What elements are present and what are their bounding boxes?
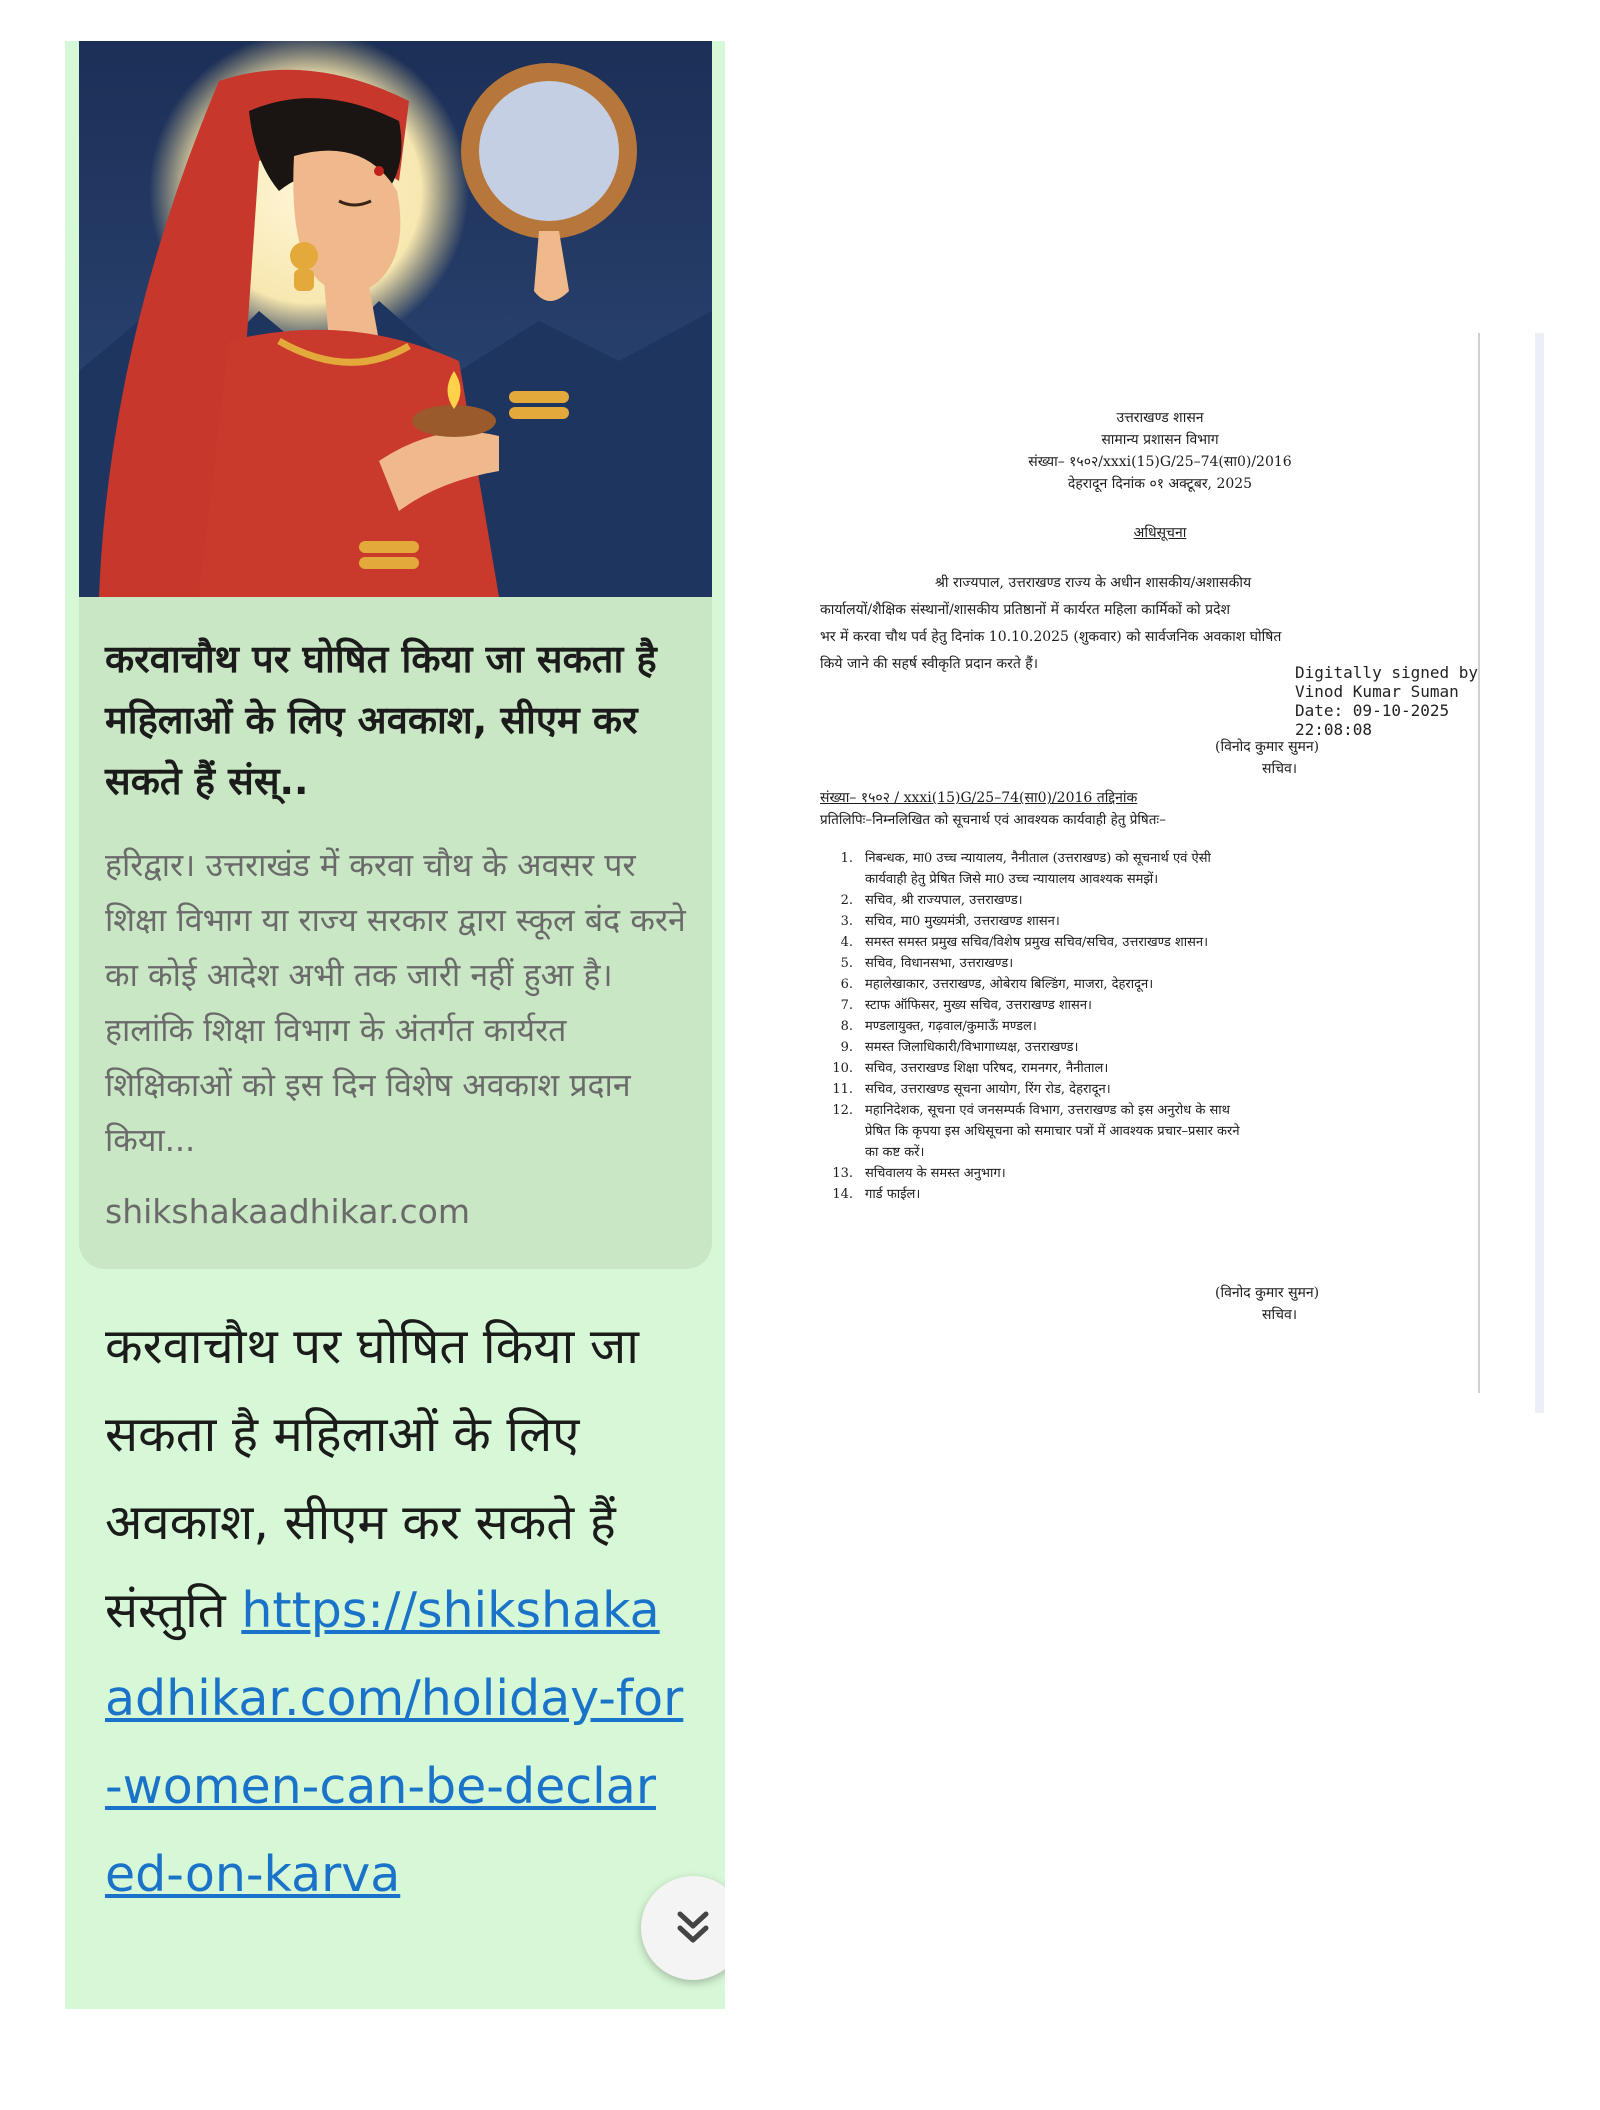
list-item <box>820 1100 1240 1163</box>
list-item-text: सचिव, उत्तराखण्ड सूचना आयोग, रिंग रोड, देहरादून। <box>865 1082 1111 1097</box>
list-item <box>820 1058 1240 1079</box>
signer-title: सचिव। <box>1262 761 1298 777</box>
list-item-number: 6. <box>840 977 853 992</box>
message-body: करवाचौथ पर घोषित किया जा सकता है महिलाओं के लिए अवकाश, सीएम कर सकते हैं संस्तुति <box>105 1318 639 1639</box>
doc-body <box>820 573 1445 675</box>
doc-body-line: श्री राज्यपाल, उत्तराखण्ड राज्य के अधीन शासकीय/अशासकीय <box>935 575 1252 591</box>
link-preview-body <box>105 629 695 1231</box>
link-preview-card[interactable] <box>79 41 712 1269</box>
list-item <box>820 1079 1240 1100</box>
chat-panel <box>41 41 762 2009</box>
double-chevron-down-icon <box>671 1906 715 1950</box>
list-item-text: मण्डलायुक्त, गढ़वाल/कुमाऊँ मण्डल। <box>865 1019 1037 1034</box>
doc-department: उत्तराखण्ड शासन <box>1116 410 1204 426</box>
list-item <box>820 1037 1240 1058</box>
page-edge-strip <box>1535 333 1544 1413</box>
list-item-number: 5. <box>840 956 853 971</box>
list-item-number: 13. <box>832 1166 853 1181</box>
message-link[interactable]: https://shikshakaadhikar.com/holiday-for-women-can-be-declared-on-karva <box>105 1582 684 1903</box>
link-preview-description: हरिद्वार। उत्तराखंड में करवा चौथ के अवसर पर शिक्षा विभाग या राज्य सरकार द्वारा स्कूल बंद करने का कोई आदेश अभी तक जारी नहीं हुआ है। हालांकि शिक्षा विभाग के अंतर्गत कार्यरत शिक्षिकाओं को इस दिन विशेष अवकाश प्रदान किया... <box>105 846 686 1159</box>
footer-signer-name: (विनोद कुमार सुमन) <box>1215 1285 1320 1301</box>
list-item <box>820 911 1240 932</box>
list-item <box>820 974 1240 995</box>
list-item <box>820 953 1240 974</box>
list-item-text: गार्ड फाईल। <box>865 1187 921 1202</box>
list-item-text: सचिव, श्री राज्यपाल, उत्तराखण्ड। <box>865 893 1023 908</box>
list-item-text: समस्त जिलाधिकारी/विभागाध्यक्ष, उत्तराखण्ड। <box>865 1040 1079 1055</box>
list-item <box>820 1163 1240 1184</box>
list-item-text: महानिदेशक, सूचना एवं जनसम्पर्क विभाग, उत्तराखण्ड को इस अनुरोध के साथ प्रेषित कि कृपया इस अधिसूचना को समाचार पत्रों में आवश्यक प्रचार–प्रसार करने का कष्ट करें। <box>865 1103 1240 1160</box>
list-item <box>820 995 1240 1016</box>
message-bubble[interactable] <box>65 41 725 2009</box>
message-text <box>105 1303 685 1919</box>
list-item-number: 2. <box>840 893 853 908</box>
doc-heading: अधिसूचना <box>1133 525 1187 541</box>
doc-place-date: देहरादून दिनांक ०१ अक्टूबर, 2025 <box>1067 476 1253 492</box>
footer-signer-title: सचिव। <box>1262 1307 1298 1323</box>
list-item-text: महालेखाकार, उत्तराखण्ड, ओबेराय बिल्डिंग, माजरा, देहरादून। <box>865 977 1154 992</box>
doc-number: संख्या– १५०२/xxxi(15)G/25–74(सा0)/2016 <box>1028 454 1292 470</box>
signature-line: 22:08:08 <box>1295 720 1373 739</box>
signature-line: Vinod Kumar Suman <box>1295 682 1459 701</box>
distribution-list <box>820 848 1240 1205</box>
list-item-number: 3. <box>840 914 853 929</box>
link-preview-domain: shikshakaadhikar.com <box>105 1192 470 1231</box>
doc-body-line: कार्यालयों/शैक्षिक संस्थानों/शासकीय प्रतिष्ठानों में कार्यरत महिला कार्मिकों को प्रदेश <box>820 602 1231 618</box>
digital-signature <box>1295 663 1478 739</box>
list-item-text: सचिव, मा0 मुख्यमंत्री, उत्तराखण्ड शासन। <box>865 914 1060 929</box>
list-item-number: 7. <box>840 998 853 1013</box>
signer-name: (विनोद कुमार सुमन) <box>1215 739 1320 755</box>
link-preview-title: करवाचौथ पर घोषित किया जा सकता है महिलाओं के लिए अवकाश, सीएम कर सकते हैं संस्.. <box>105 637 657 803</box>
list-item-text: निबन्धक, मा0 उच्च न्यायालय, नैनीताल (उत्तराखण्ड) को सूचनार्थ एवं ऐसी कार्यवाही हेतु प्रेषित जिसे मा0 उच्च न्यायालय आवश्यक समझें। <box>865 851 1211 887</box>
list-item-number: 14. <box>832 1187 853 1202</box>
list-item-text: सचिव, विधानसभा, उत्तराखण्ड। <box>865 956 1014 971</box>
doc-copy-line: प्रतिलिपिः–निम्नलिखित को सूचनार्थ एवं आवश्यक कार्यवाही हेतु प्रेषितः– <box>820 812 1166 828</box>
list-item-text: समस्त समस्त प्रमुख सचिव/विशेष प्रमुख सचिव/सचिव, उत्तराखण्ड शासन। <box>865 935 1209 950</box>
list-item-number: 9. <box>840 1040 853 1055</box>
list-item-text: सचिवालय के समस्त अनुभाग। <box>865 1166 1006 1181</box>
signature-line: Digitally signed by <box>1295 663 1479 682</box>
list-item <box>820 1184 1240 1205</box>
doc-body-line: भर में करवा चौथ पर्व हेतु दिनांक 10.10.2025 (शुकवार) को सार्वजनिक अवकाश घोषित <box>820 629 1282 645</box>
list-item <box>820 1016 1240 1037</box>
doc-ref-line: संख्या– १५०२ / xxxi(15)G/25–74(सा0)/2016 तद्दिनांक <box>820 790 1138 806</box>
link-preview-image <box>79 41 712 597</box>
doc-body-line: किये जाने की सहर्ष स्वीकृति प्रदान करते हैं। <box>820 656 1039 672</box>
list-item-number: 12. <box>832 1103 853 1118</box>
list-item-number: 11. <box>832 1082 853 1097</box>
notification-document <box>795 333 1555 1413</box>
list-item-number: 4. <box>840 935 853 950</box>
doc-division: सामान्य प्रशासन विभाग <box>1101 432 1219 448</box>
list-item-number: 10. <box>832 1061 853 1076</box>
list-item <box>820 932 1240 953</box>
list-item <box>820 848 1240 890</box>
list-item <box>820 890 1240 911</box>
list-item-text: स्टाफ ऑफिसर, मुख्य सचिव, उत्तराखण्ड शासन। <box>865 998 1092 1013</box>
list-item-text: सचिव, उत्तराखण्ड शिक्षा परिषद, रामनगर, नैनीताल। <box>865 1061 1109 1076</box>
list-item-number: 1. <box>840 851 853 866</box>
signature-line: Date: 09-10-2025 <box>1295 701 1450 720</box>
list-item-number: 8. <box>840 1019 853 1034</box>
